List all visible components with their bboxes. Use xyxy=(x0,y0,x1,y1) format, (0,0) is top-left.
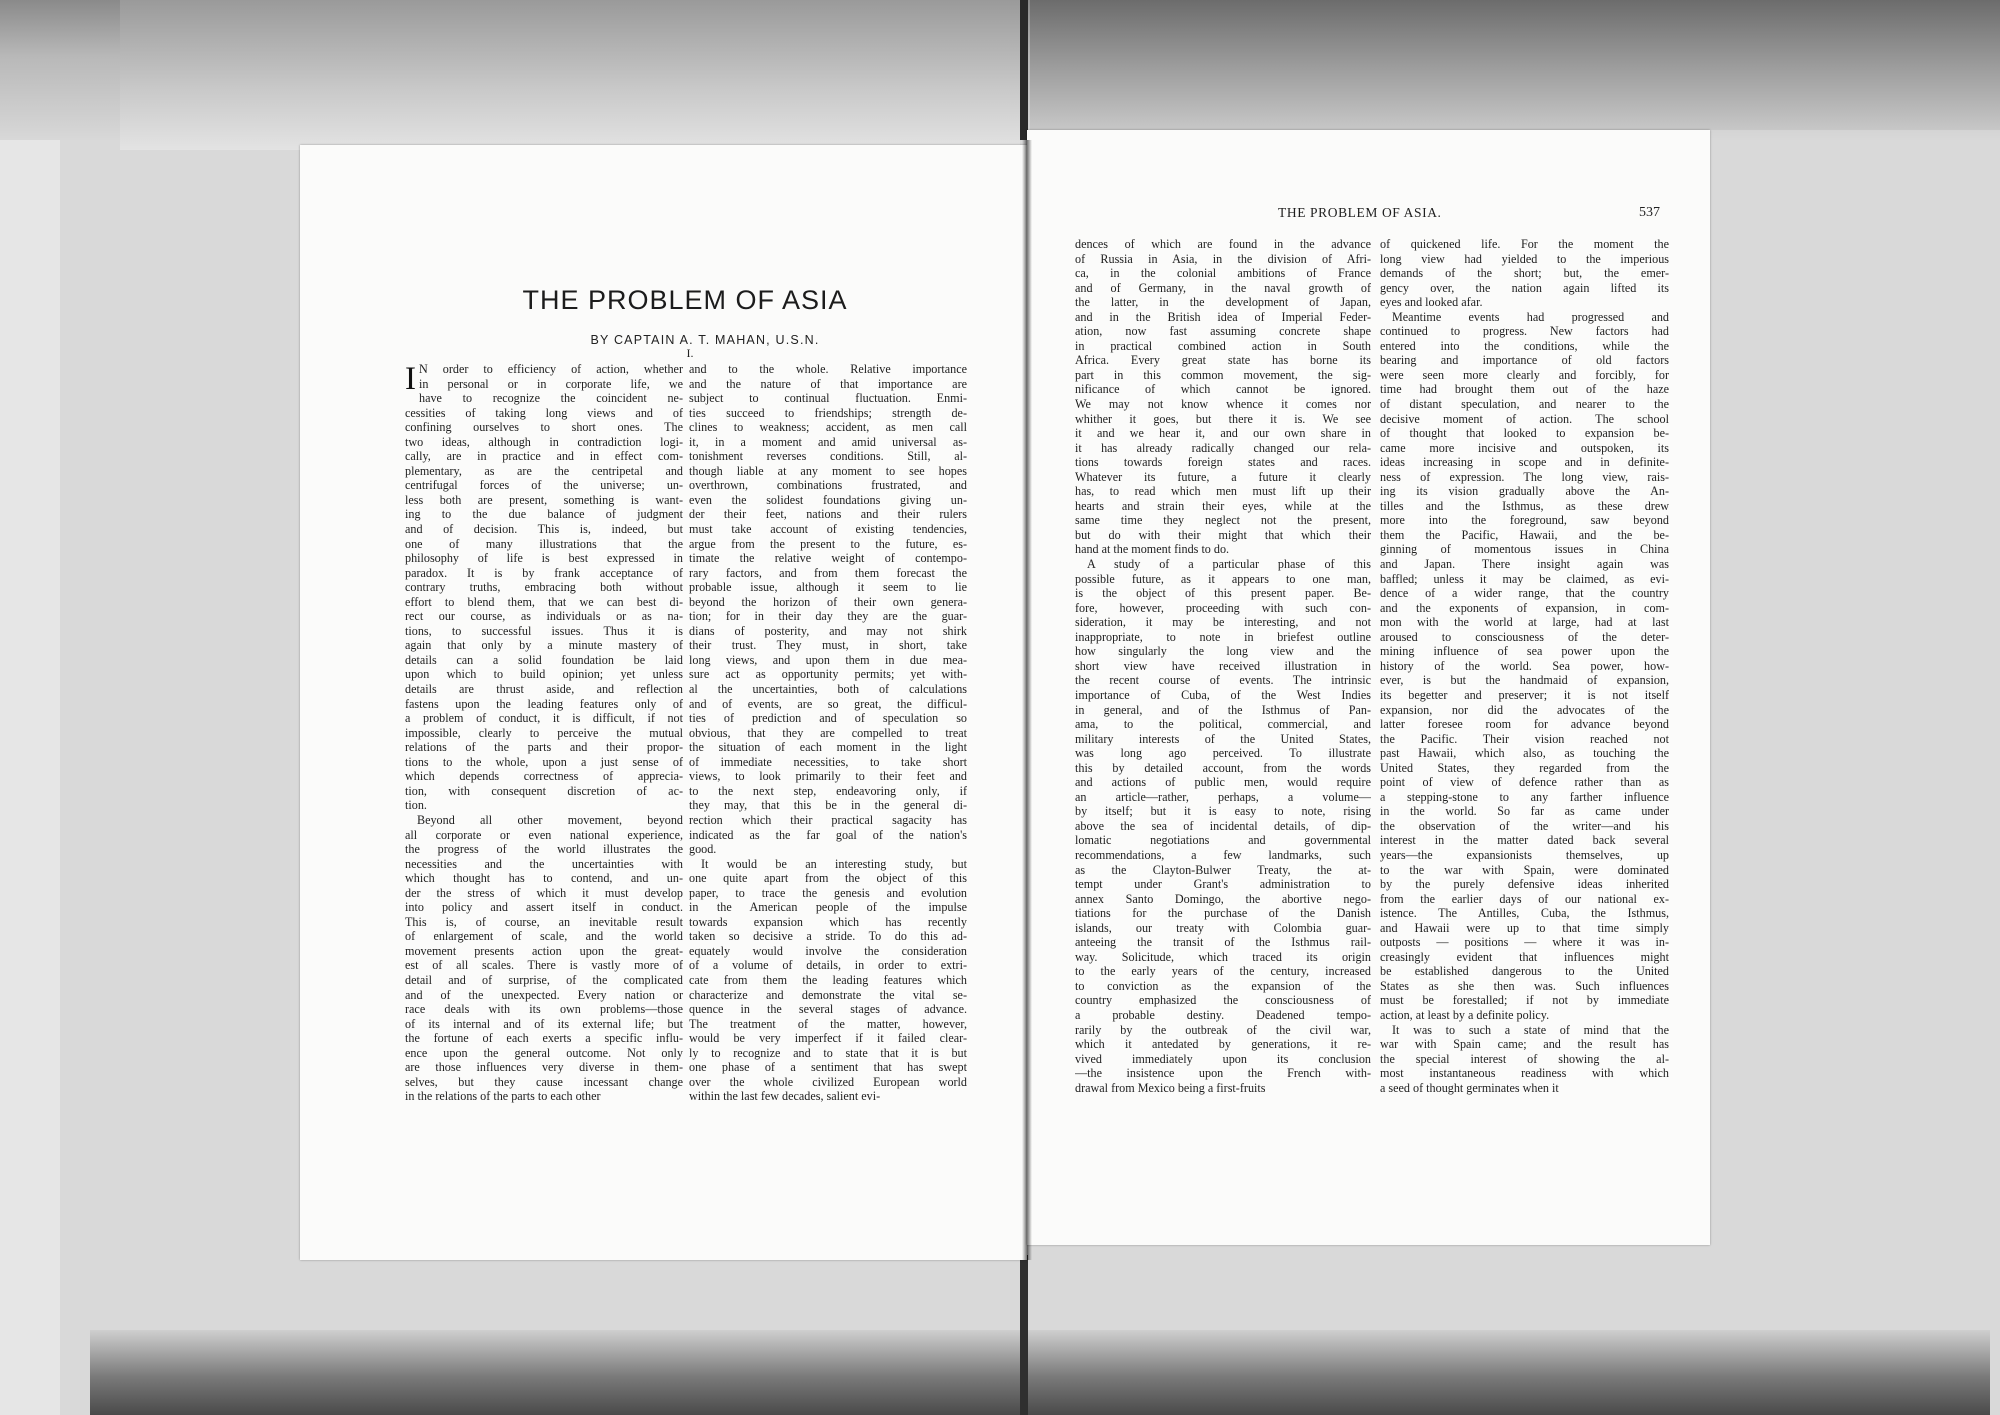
text-line: interest in the matter dated back several xyxy=(1380,833,1669,848)
text-line: entered into the conditions, while the xyxy=(1380,338,1669,353)
text-line: hearts and strain their eyes, while at the xyxy=(1075,498,1371,513)
text-line: al the uncertainties, both of calculations xyxy=(689,682,967,697)
text-line: Beyond all other movement, beyond xyxy=(417,812,683,827)
text-line: a probable destiny. Deadened tempo- xyxy=(1075,1007,1371,1022)
text-line: by the purely defensive ideas inherited xyxy=(1380,877,1669,892)
text-line: to the early years of the century, increased xyxy=(1075,964,1371,979)
text-line: of immediate necessities, to take short xyxy=(689,754,967,769)
text-line: demands of the short; but, the emer- xyxy=(1380,266,1669,281)
text-line: one quite apart from the object of this xyxy=(689,871,967,886)
text-line: and of decision. This is, indeed, but xyxy=(405,522,683,537)
text-line: it and we hear it, and our own share in xyxy=(1075,426,1371,441)
text-line: hand at the moment finds to do. xyxy=(1075,542,1230,557)
text-line: beyond the horizon of their own genera- xyxy=(689,594,967,609)
text-line: of thought that looked to expansion be- xyxy=(1380,426,1669,441)
text-line: overthrown, combinations frustrated, and xyxy=(689,478,967,493)
text-line: upon which to build opinion; yet unless xyxy=(405,667,683,682)
paragraph xyxy=(1380,1023,1669,1096)
text-line: and of Germany, in the naval growth of xyxy=(1075,280,1371,295)
text-line: though liable at any moment to see hopes xyxy=(689,463,967,478)
text-line: dences of which are found in the advance xyxy=(1075,237,1371,251)
text-line: centrifugal forces of the universe; un- xyxy=(405,478,683,493)
text-line: vived immediately upon its conclusion xyxy=(1075,1051,1371,1066)
scanner-bed-left xyxy=(0,0,60,1415)
text-line: der their feet, nations and their rulers xyxy=(689,507,967,522)
text-line: tions towards foreign states and races. xyxy=(1075,455,1371,470)
text-line: mining influence of sea power upon the xyxy=(1380,644,1669,659)
text-column-2 xyxy=(689,362,967,1104)
text-line: ideas increasing in scope and in definite- xyxy=(1380,455,1669,470)
text-line: one phase of a sentiment that has swept xyxy=(689,1060,967,1075)
text-line: and in the British idea of Imperial Feder- xyxy=(1075,309,1371,324)
text-line: details can a solid foundation be laid xyxy=(405,652,683,667)
text-line: ties succeed to friendships; strength de- xyxy=(689,405,967,420)
text-line: tion, with consequent discretion of ac- xyxy=(405,783,683,798)
paragraph xyxy=(1075,557,1371,1095)
text-line: It would be an interesting study, but xyxy=(701,856,967,871)
text-line: selves, but they cause incessant change xyxy=(405,1074,683,1089)
text-line: eyes and looked afar. xyxy=(1380,295,1483,310)
text-line: good. xyxy=(689,842,717,857)
text-line: This is, of course, an inevitable result xyxy=(405,914,683,929)
text-line: it, in a moment and amid universal as- xyxy=(689,434,967,449)
text-line: most instantaneous readiness with which xyxy=(1380,1066,1669,1081)
text-line: all corporate or even national experience, xyxy=(405,827,683,842)
text-line: aroused to consciousness of the deter- xyxy=(1380,629,1669,644)
text-line: a seed of thought germinates when it xyxy=(1380,1080,1559,1095)
text-line: quence in the several stages of advance. xyxy=(689,1002,967,1017)
text-line: and the nature of that importance are xyxy=(689,376,967,391)
text-line: from the earlier days of our national ex- xyxy=(1380,891,1669,906)
text-line: above the sea of incidental details, of dip- xyxy=(1075,818,1371,833)
text-line: ation, now fast assuming concrete shape xyxy=(1075,324,1371,339)
text-line: sideration, it may be interesting, and not xyxy=(1075,615,1371,630)
text-line: ly to recognize and to state that it is but xyxy=(689,1045,967,1060)
text-line: country emphasized the consciousness of xyxy=(1075,993,1371,1008)
text-line: and of events, are so great, the difficul- xyxy=(689,696,967,711)
text-line: race deals with its own problems—those xyxy=(405,1002,683,1017)
text-line: expansion, nor did the advocates of the xyxy=(1380,702,1669,717)
book-spine-bottom xyxy=(1020,1255,1028,1415)
text-line: nificance of which cannot be ignored. xyxy=(1075,382,1371,397)
text-line: how singularly the long view and the xyxy=(1075,644,1371,659)
text-line: rect our course, as individuals or as na- xyxy=(405,609,683,624)
text-line: and to the whole. Relative importance xyxy=(689,362,967,376)
text-line: indicated as the far goal of the nation's xyxy=(689,827,967,842)
text-line: to the next step, endeavoring only, if xyxy=(689,783,967,798)
text-line: necessities and the uncertainties with xyxy=(405,856,683,871)
text-line: a problem of conduct, it is difficult, if not xyxy=(405,711,683,726)
text-line: even the solidest foundations giving un- xyxy=(689,492,967,507)
text-line: continued to progress. New factors had xyxy=(1380,324,1669,339)
text-line: ca, in the colonial ambitions of France xyxy=(1075,266,1371,281)
text-line: detail and of surprise, of the complicated xyxy=(405,972,683,987)
text-line: tilles and the Isthmus, as these drew xyxy=(1380,498,1669,513)
text-line: this by detailed account, from the words xyxy=(1075,760,1371,775)
text-line: ness of expression. The long view, rais- xyxy=(1380,469,1669,484)
text-line: them the Pacific, Hawaii, and the be- xyxy=(1380,527,1669,542)
text-line: fastens upon the leading features only of xyxy=(405,696,683,711)
text-line: the latter, in the development of Japan, xyxy=(1075,295,1371,310)
paragraph xyxy=(1380,310,1669,1023)
text-line: —the insistence upon the French with- xyxy=(1075,1066,1371,1081)
text-line: tions, to successful issues. Thus it is xyxy=(405,623,683,638)
text-line: the special interest of showing the al- xyxy=(1380,1051,1669,1066)
text-line: recommendations, a few landmarks, such xyxy=(1075,847,1371,862)
text-line: whither it goes, but there it is. We see xyxy=(1075,411,1371,426)
scanner-shadow-top-right xyxy=(1030,0,2000,130)
text-line: istence. The Antilles, Cuba, the Isthmus, xyxy=(1380,906,1669,921)
text-line: way. Solicitude, which traced its origin xyxy=(1075,949,1371,964)
text-line: and of the unexpected. Every nation or xyxy=(405,987,683,1002)
text-line: more into the foreground, saw beyond xyxy=(1380,513,1669,528)
text-line: years—the expansionists themselves, up xyxy=(1380,847,1669,862)
text-line: philosophy of life is best expressed in xyxy=(405,551,683,566)
paragraph xyxy=(689,362,967,857)
text-line: views, to look primarily to their feet and xyxy=(689,769,967,784)
text-line: into policy and assert itself in conduct. xyxy=(405,900,683,915)
text-line: probable issue, although it seem to lie xyxy=(689,580,967,595)
drop-cap: I xyxy=(405,361,416,397)
text-line: movement presents action upon the great- xyxy=(405,943,683,958)
text-line: inappropriate, to note in briefest outline xyxy=(1075,629,1371,644)
book-spine-top xyxy=(1020,0,1028,140)
text-line: details are thrust aside, and reflection xyxy=(405,682,683,697)
text-line: in the American people of the impulse xyxy=(689,900,967,915)
text-line: decisive moment of action. The school xyxy=(1380,411,1669,426)
text-line: relations of the parts and their propor- xyxy=(405,740,683,755)
text-line: two ideas, although in contradiction logi- xyxy=(405,434,683,449)
paragraph xyxy=(1075,237,1371,557)
text-line: creasingly evident that influences might xyxy=(1380,949,1669,964)
scanner-shadow-top-left xyxy=(120,0,1020,150)
text-column-1 xyxy=(405,362,683,1104)
text-line: islands, our treaty with Colombia guar- xyxy=(1075,920,1371,935)
text-line: which it antedated by generations, it re- xyxy=(1075,1037,1371,1052)
text-line: equately would involve the consideration xyxy=(689,943,967,958)
text-line: bearing and importance of old factors xyxy=(1380,353,1669,368)
text-line: and Hawaii were up to that time simply xyxy=(1380,920,1669,935)
text-line: mon with the world at large, had at last xyxy=(1380,615,1669,630)
text-line: the situation of each moment in the light xyxy=(689,740,967,755)
text-line: would be very imperfect if it failed clear- xyxy=(689,1031,967,1046)
text-line: long view had yielded to the imperious xyxy=(1380,251,1669,266)
text-line: It was to such a state of mind that the xyxy=(1392,1022,1669,1037)
text-line: timate the relative weight of contempo- xyxy=(689,551,967,566)
text-line: of distant speculation, and nearer to the xyxy=(1380,397,1669,412)
text-line: cate from them the leading features which xyxy=(689,972,967,987)
text-line: rary factors, and from them forecast the xyxy=(689,565,967,580)
text-line: obvious, that they are compelled to treat xyxy=(689,725,967,740)
text-line: of Russia in Asia, in the division of Afri- xyxy=(1075,251,1371,266)
text-line: but do with their might that which their xyxy=(1075,527,1371,542)
text-line: anteeing the transit of the Isthmus rail- xyxy=(1075,935,1371,950)
text-line: by itself; but it is easy to note, rising xyxy=(1075,804,1371,819)
text-line: which thought has to contend, and un- xyxy=(405,871,683,886)
text-line: short view have received illustration in xyxy=(1075,658,1371,673)
text-line: has, to read which men must lift up their xyxy=(1075,484,1371,499)
text-line: less both are present, something is want- xyxy=(405,492,683,507)
text-line: dence of a wider range, that the country xyxy=(1380,586,1669,601)
text-line: N order to efficiency of action, whether xyxy=(419,362,683,376)
text-line: lomatic negotiations and governmental xyxy=(1075,833,1371,848)
text-line: military interests of the United States, xyxy=(1075,731,1371,746)
text-line: der the stress of which it must develop xyxy=(405,885,683,900)
paragraph xyxy=(689,857,967,1104)
text-line: gency over, the nation again lifted its xyxy=(1380,280,1669,295)
text-line: history of the world. Sea power, how- xyxy=(1380,658,1669,673)
text-line: was long ago perceived. To illustrate xyxy=(1075,746,1371,761)
text-line: ing its vision gradually above the An- xyxy=(1380,484,1669,499)
text-line: outposts — positions — where it was in- xyxy=(1380,935,1669,950)
text-line: The treatment of the matter, however, xyxy=(689,1016,967,1031)
text-line: same time they neglect not the present, xyxy=(1075,513,1371,528)
text-line: rarily by the outbreak of the civil war, xyxy=(1075,1022,1371,1037)
text-line: tempt under Grant's administration to xyxy=(1075,877,1371,892)
text-line: one of many illustrations that the xyxy=(405,536,683,551)
text-line: of a volume of details, in order to extri- xyxy=(689,958,967,973)
text-line: cally, are in practice and in effect com- xyxy=(405,449,683,464)
text-line: Meantime events had progressed and xyxy=(1392,309,1669,324)
text-line: ing to the due balance of judgment xyxy=(405,507,683,522)
text-line: latter foresee room for advance beyond xyxy=(1380,717,1669,732)
text-line: within the last few decades, salient evi- xyxy=(689,1089,881,1104)
text-line: characterize and demonstrate the vital se- xyxy=(689,987,967,1002)
text-line: a stepping-stone to any farther influence xyxy=(1380,789,1669,804)
text-line: in practical combined action in South xyxy=(1075,338,1371,353)
text-line: in the relations of the parts to each other xyxy=(405,1089,601,1104)
text-line: long views, and upon them in due mea- xyxy=(689,652,967,667)
text-line: dians of posterity, and may not shirk xyxy=(689,623,967,638)
text-line: past Hawaii, which also, as touching the xyxy=(1380,746,1669,761)
text-line: paradox. It is by frank acceptance of xyxy=(405,565,683,580)
text-column-3 xyxy=(1075,237,1371,1095)
text-line: it has already radically changed our rela- xyxy=(1075,440,1371,455)
text-line: effort to blend them, that we can best di- xyxy=(405,594,683,609)
text-line: annex Santo Domingo, the abortive nego- xyxy=(1075,891,1371,906)
text-line: baffled; unless it may be claimed, as evi- xyxy=(1380,571,1669,586)
text-line: of enlargement of scale, and the world xyxy=(405,929,683,944)
text-line: in the world. So far as came under xyxy=(1380,804,1669,819)
text-line: A study of a particular phase of this xyxy=(1087,557,1371,572)
text-line: subject to continual fluctuation. Enmi- xyxy=(689,391,967,406)
text-line: their trust. They must, in short, take xyxy=(689,638,967,653)
text-line: importance of Cuba, of the West Indies xyxy=(1075,687,1371,702)
text-line: We may not know whence it comes nor xyxy=(1075,397,1371,412)
paragraph xyxy=(405,362,683,813)
text-line: ence upon the general outcome. Not only xyxy=(405,1045,683,1060)
text-line: towards expansion which has recently xyxy=(689,914,967,929)
text-column-4 xyxy=(1380,237,1669,1095)
text-line: the observation of the writer—and his xyxy=(1380,818,1669,833)
text-line: taken so decisive a stride. To do this ad- xyxy=(689,929,967,944)
text-line: and the exponents of expansion, in com- xyxy=(1380,600,1669,615)
text-line: United States, they regarded from the xyxy=(1380,760,1669,775)
text-line: they may, that this be in the general di- xyxy=(689,798,967,813)
text-line: war with Spain came; and the result has xyxy=(1380,1037,1669,1052)
text-line: argue from the present to the future, es- xyxy=(689,536,967,551)
text-line: of quickened life. For the moment the xyxy=(1380,237,1669,251)
text-line: fore, however, proceeding with such con- xyxy=(1075,600,1371,615)
text-line: tions to the whole, upon a just sense of xyxy=(405,754,683,769)
text-line: the progress of the world illustrates the xyxy=(405,842,683,857)
text-line: paper, to trace the genesis and evolution xyxy=(689,885,967,900)
text-line: rection which their practical sagacity has xyxy=(689,812,967,827)
text-line: contrary truths, embracing both without xyxy=(405,580,683,595)
text-line: plementary, as are the centripetal and xyxy=(405,463,683,478)
text-line: be established dangerous to the United xyxy=(1380,964,1669,979)
text-line: the Pacific. Their vision reached not xyxy=(1380,731,1669,746)
text-line: ever, is but the handmaid of expansion, xyxy=(1380,673,1669,688)
paragraph xyxy=(1380,237,1669,310)
text-line: ama, to the political, commercial, and xyxy=(1075,717,1371,732)
text-line: in general, and of the Isthmus of Pan- xyxy=(1075,702,1371,717)
text-line: to conviction as the expansion of the xyxy=(1075,978,1371,993)
text-line: ginning of momentous issues in China xyxy=(1380,542,1669,557)
text-line: are those influences very diverse in them- xyxy=(405,1060,683,1075)
page-gutter xyxy=(1022,140,1032,1260)
page-number: 537 xyxy=(1639,205,1660,220)
text-line: drawal from Mexico being a first-fruits xyxy=(1075,1080,1266,1095)
text-line: ties of prediction and of speculation so xyxy=(689,711,967,726)
text-line: part in this common movement, the sig- xyxy=(1075,367,1371,382)
text-line: and actions of public men, would require xyxy=(1075,775,1371,790)
text-line: time had brought them out of the haze xyxy=(1380,382,1669,397)
text-line: point of view of defence rather than as xyxy=(1380,775,1669,790)
text-line: came more incisive and outspoken, its xyxy=(1380,440,1669,455)
text-line: an article—rather, perhaps, a volume— xyxy=(1075,789,1371,804)
text-line: impossible, clearly to perceive the mutual xyxy=(405,725,683,740)
text-line: est of all scales. There is vastly more of xyxy=(405,958,683,973)
text-line: again that only by a minute mastery of xyxy=(405,638,683,653)
text-line: action, at least by a definite policy. xyxy=(1380,1007,1550,1022)
article-title: THE PROBLEM OF ASIA xyxy=(522,285,848,315)
text-line: tion; for in their day they are the guar- xyxy=(689,609,967,624)
text-line: States as she then was. Such influences xyxy=(1380,978,1669,993)
text-line: must take account of existing tendencies, xyxy=(689,522,967,537)
paragraph xyxy=(405,813,683,1104)
running-head: THE PROBLEM OF ASIA. xyxy=(1278,205,1442,220)
text-line: Whatever its future, a future it clearly xyxy=(1075,469,1371,484)
text-line: which depends correctness of apprecia- xyxy=(405,769,683,784)
text-line: cessities of taking long views and of xyxy=(405,405,683,420)
text-line: confining ourselves to short ones. The xyxy=(405,420,683,435)
section-number: I. xyxy=(686,346,694,360)
text-line: sure act as opportunity permits; yet with- xyxy=(689,667,967,682)
text-line: tiations for the purchase of the Danish xyxy=(1075,906,1371,921)
text-line: clines to weakness; accident, as men call xyxy=(689,420,967,435)
text-line: must be forestalled; if not by immediate xyxy=(1380,993,1669,1008)
article-byline: BY CAPTAIN A. T. MAHAN, U.S.N. xyxy=(590,333,820,347)
text-line: Africa. Every great state has borne its xyxy=(1075,353,1371,368)
text-line: have to recognize the coincident ne- xyxy=(419,391,683,406)
text-line: to the war with Spain, were dominated xyxy=(1380,862,1669,877)
text-line: the recent course of events. The intrinsic xyxy=(1075,673,1371,688)
scanner-shadow-bottom xyxy=(90,1330,1990,1415)
text-line: is the object of this present paper. Be- xyxy=(1075,586,1371,601)
text-line: its begetter and preserver; it is not itself xyxy=(1380,687,1669,702)
text-line: over the whole civilized European world xyxy=(689,1074,967,1089)
text-line: and Japan. There insight again was xyxy=(1380,557,1669,572)
text-line: as the Clayton-Bulwer Treaty, the at- xyxy=(1075,862,1371,877)
text-line: of its internal and of its external life; but xyxy=(405,1016,683,1031)
text-line: possible future, as it appears to one man, xyxy=(1075,571,1371,586)
text-line: were seen more clearly and forcibly, for xyxy=(1380,367,1669,382)
text-line: the fortune of each exerts a specific influ- xyxy=(405,1031,683,1046)
text-line: tonishment reverses conditions. Still, al- xyxy=(689,449,967,464)
text-line: in personal or in corporate life, we xyxy=(419,376,683,391)
text-line: tion. xyxy=(405,798,427,813)
